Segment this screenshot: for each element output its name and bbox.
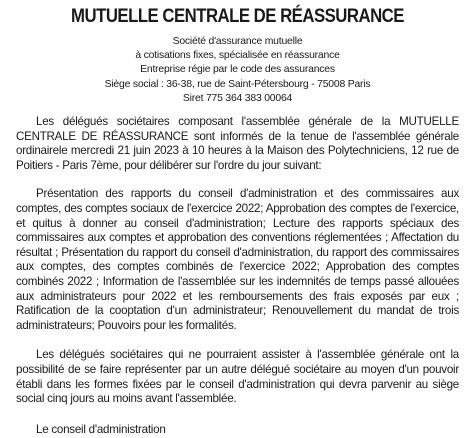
company-specialty-line: à cotisations fixes, spécialisée en réassurance [135, 50, 340, 62]
company-address-line: Siège social : 36-38, rue de Saint-Pétersbourg - 75008 Paris [104, 78, 371, 90]
legal-notice [16, 4, 459, 437]
company-type-line: Société d'assurance mutuelle [172, 36, 303, 47]
company-siret-line: Siret 775 364 383 00064 [182, 92, 293, 104]
company-header [16, 35, 459, 106]
agenda-paragraph: Présentation des rapports du conseil d'administration et des commissaires aux comptes, des comptes sociaux de l'exercice 2022; Approbation des comptes de l'exercice, et quitus à donner au conseil d'administration; Lecture des rapports spéciaux des commissaires aux comptes et approbation des conventions réglementées ; Affectation du résultat ; Présentation du rapport du conseil d'administration, du rapport des commissaires aux comptes, des comptes combinés de l'exercice 2022; Approbation des comptes combinés 2022 ; Information de l'assemblée sur les indemnités de temps passé allouées aux administrateurs pour 2022 et les remboursements des frais exposés par eux ; Ratification de la cooptation d'un administrateur; Renouvellement du mandat de trois administrateurs; Pouvoirs pour les formalités. [16, 187, 459, 332]
meeting-announcement-paragraph: Les délégués sociétaires composant l'assemblée générale de la MUTUELLE CENTRALE DE RÉASSURANCE sont informés de la tenue de l'assemblée générale ordinairele mercredi 21 juin 2023 à 10 heures à la Maison des Polytechniciens, 12 rue de Poitiers - Paris 7ème, pour délibérer sur l'ordre du jour suivant: [16, 115, 459, 172]
signature: Le conseil d'administration [36, 422, 166, 436]
company-regulation-line: Entreprise régie par le code des assurances [140, 64, 335, 76]
proxy-paragraph: Les délégués sociétaires qui ne pourraient assister à l'assemblée générale ont la possibilité de se faire représenter par un autre délégué sociétaire au moyen d'un pouvoir établi dans les formes fixées par le conseil d'administration qui devra parvenir au siège social cinq jours au moins avant l'assemblée. [16, 348, 459, 406]
notice-title: MUTUELLE CENTRALE DE RÉASSURANCE [71, 5, 404, 27]
